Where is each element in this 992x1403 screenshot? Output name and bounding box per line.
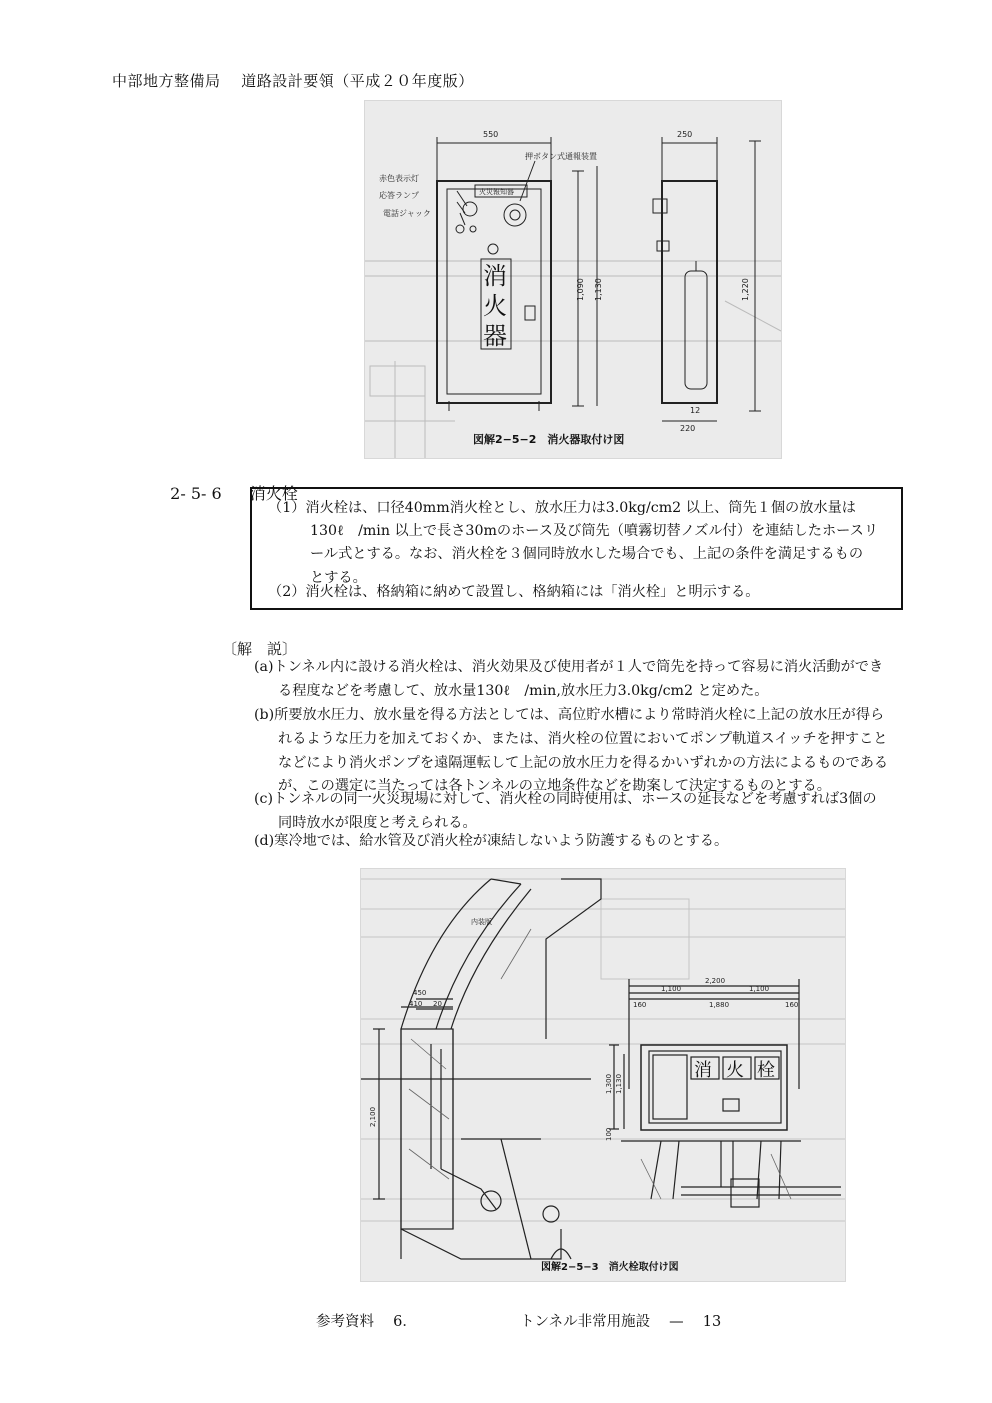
commentary-line: る程度などを考慮して、放水量130ℓ /min,放水圧力3.0kg/cm2 と定めた。	[278, 682, 769, 699]
commentary-line: (c)トンネルの同一火災現場に対して、消火栓の同時使用は、ホースの延長などを考慮すれば3個の	[254, 791, 877, 807]
dim-410-label: 410	[409, 1000, 423, 1008]
requirement-box	[250, 487, 903, 610]
hydrant-figure	[360, 868, 846, 1282]
dim-20-label: 20	[433, 1000, 442, 1008]
cabinet-char-2: 火	[483, 292, 507, 320]
fire-extinguisher-figure	[364, 100, 782, 459]
dim-1100a-label: 1,100	[661, 985, 682, 993]
hydrant-drawing	[361, 869, 845, 1281]
hydrant-char-2: 火	[726, 1060, 744, 1081]
commentary-line: (a)トンネル内に設ける消火栓は、消火効果及び使用者が１人で筒先を持って容易に消火活動ができ	[254, 659, 884, 675]
commentary-d	[254, 830, 728, 854]
requirement-1-line: ール式とする。なお、消火栓を３個同時放水した場合でも、上記の条件を満足するもの	[310, 546, 864, 563]
dim-1880-label: 1,880	[709, 1001, 730, 1009]
cabinet-char-1: 消	[483, 262, 507, 290]
red-lamp-label: 赤色表示灯	[379, 174, 419, 183]
dim-2100-label: 2,100	[369, 1106, 377, 1127]
requirement-1	[268, 497, 878, 590]
commentary-a	[254, 656, 883, 704]
dim-160a-label: 160	[633, 1001, 647, 1009]
dim-side-label: 250	[677, 130, 693, 139]
push-button-label: 押ボタン式通報装置	[525, 152, 597, 161]
dim-100-label: 100	[605, 1127, 613, 1141]
fire-extinguisher-drawing	[365, 101, 781, 458]
commentary-line: などにより消火ポンプを遠隔運転して上記の放水圧力を得るかいずれかの方法によるものである	[278, 754, 889, 771]
page-header: 中部地方整備局 道路設計要領（平成２０年度版）	[112, 72, 474, 90]
hydrant-char-1: 消	[694, 1060, 712, 1081]
dim-450-label: 450	[413, 989, 427, 997]
dim-160b-label: 160	[785, 1001, 799, 1009]
section-title: 消火栓	[249, 484, 298, 503]
requirement-1-line: とする。	[310, 569, 367, 586]
hydrant-char-3: 栓	[757, 1060, 775, 1081]
dim-width-label: 550	[483, 130, 499, 139]
dim-height1-label: 1,090	[576, 278, 585, 301]
commentary-line: が、この選定に当たっては各トンネルの立地条件などを勘案して決定するものとする。	[278, 778, 831, 795]
requirement-2	[268, 581, 759, 604]
cabinet-char-3: 器	[483, 322, 507, 350]
requirement-1-line: （1）消火栓は、口径40mm消火栓とし、放水圧力は3.0kg/cm2 以上、筒先１個の放水量は	[268, 500, 856, 516]
inner-wall-label: 内装版	[471, 918, 492, 926]
footer-middle: トンネル非常用施設 — 13	[520, 1314, 722, 1330]
commentary-b	[254, 704, 888, 799]
commentary-line: (d)寒冷地では、給水管及び消火栓が凍結しないよう防護するものとする。	[254, 833, 729, 849]
commentary-line: (b)所要放水圧力、放水量を得る方法としては、高位貯水槽により常時消火栓に上記の放水圧が得ら	[254, 707, 885, 723]
dim-2200-label: 2,200	[705, 977, 726, 985]
requirement-1-line: 130ℓ /min 以上で長さ30mのホース及び筒先（噴霧切替ノズル付）を連結したホースリ	[310, 523, 879, 540]
phone-jack-label: 電話ジャック	[383, 209, 431, 218]
dim-bottom2-label: 220	[680, 424, 696, 433]
dim-height3-label: 1,220	[741, 278, 750, 301]
dim-1300-label: 1,300	[605, 1073, 613, 1094]
commentary-line: れるような圧力を加えておくか、または、消火栓の位置においてポンプ軌道スイッチを押すこと	[278, 730, 888, 747]
dim-1100b-label: 1,100	[749, 985, 770, 993]
commentary-line: 同時放水が限度と考えられる。	[278, 814, 477, 831]
dim-1130-label: 1,130	[615, 1073, 623, 1094]
commentary-c	[254, 788, 877, 836]
figure1-caption: 図解2−5−2 消火器取付け図	[473, 433, 625, 446]
section-number: 2‐ 5‐ 6	[170, 484, 222, 503]
commentary-heading: 〔解 説〕	[222, 640, 298, 658]
requirement-2-line: （2）消火栓は、格納箱に納めて設置し、格納箱には「消火栓」と明示する。	[268, 584, 760, 600]
dim-height2-label: 1,130	[594, 278, 603, 301]
fire-detector-label: 火災報知器	[479, 188, 514, 196]
figure2-caption: 図解2−5−3 消火栓取付け図	[541, 1262, 679, 1273]
dim-bottom1-label: 12	[690, 406, 701, 415]
response-lamp-label: 応答ランプ	[379, 191, 419, 200]
footer-left: 参考資料 6．	[316, 1314, 417, 1330]
